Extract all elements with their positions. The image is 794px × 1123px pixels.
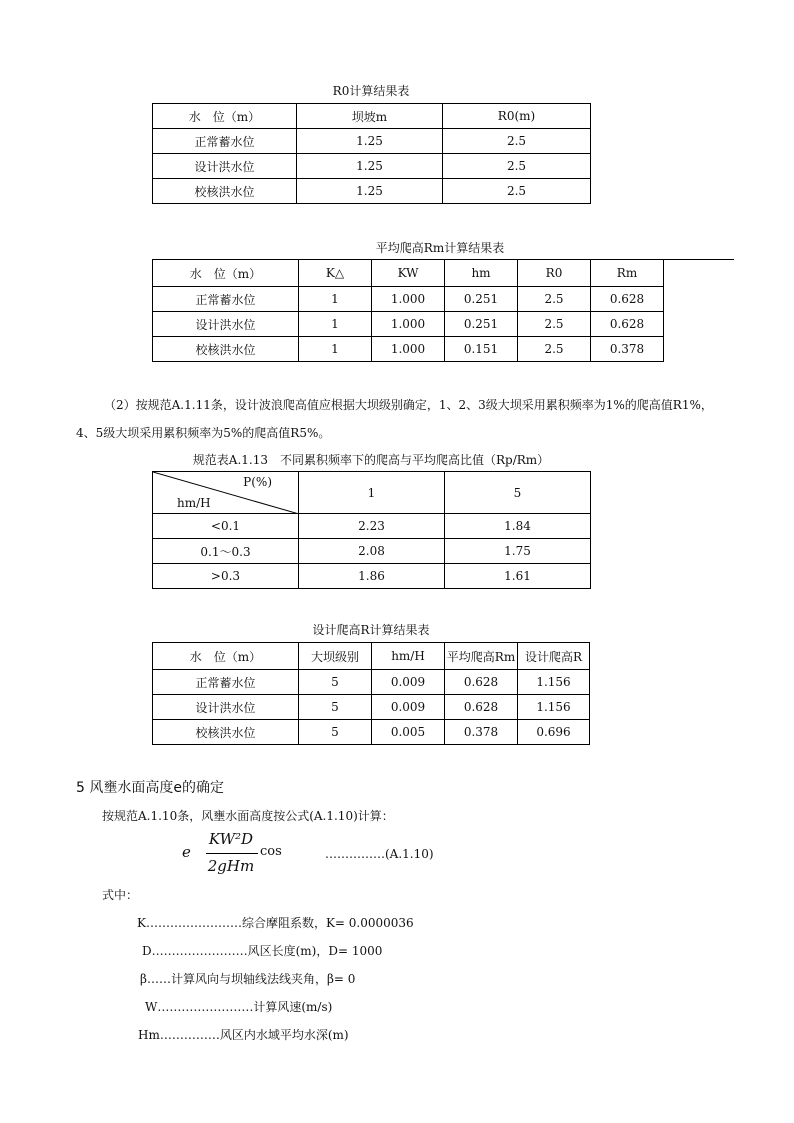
table-cell: 0.151 [445,337,518,362]
table-cell: 1.156 [518,695,590,720]
diagonal-line [153,472,299,514]
fraction-bar [206,853,258,854]
table-cell: 0.378 [591,337,664,362]
table2-header-cell: K△ [299,260,372,287]
table-cell: 0.628 [591,312,664,337]
table2-header-cell: Rm [591,260,664,287]
table-cell: 0.009 [372,695,445,720]
table-cell: 2.5 [518,287,591,312]
table-cell: 0.696 [518,720,590,745]
table3-header-cell: 5 [445,472,591,514]
table1-header-cell: 水 位（m） [153,104,297,129]
table-cell: 设计洪水位 [153,695,299,720]
table-cell: 0.009 [372,670,445,695]
table-cell: 1.000 [372,287,445,312]
table3-diagonal-header [153,472,299,514]
table2-header-cell: KW [372,260,445,287]
definition-w: W……………………计算风速(m/s) [145,1000,333,1014]
formula-reference: ……………(A.1.10) [325,847,434,861]
table-cell: 0.251 [445,312,518,337]
table-cell: 2.5 [443,179,591,204]
table-row [153,564,591,589]
diag-top-label: P(%) [243,475,272,489]
table1-header-cell: R0(m) [443,104,591,129]
table-cell: 1.25 [297,179,443,204]
table-cell: 0.251 [445,287,518,312]
table-cell: 2.23 [299,514,445,539]
table-cell: 1 [299,312,372,337]
table2-top-rule [662,259,734,260]
definition-k: K……………………综合摩阻系数，K= 0.0000036 [137,916,414,930]
table-cell: 1.156 [518,670,590,695]
table4-caption: 设计爬高R计算结果表 [312,623,430,637]
table-cell: 2.5 [443,154,591,179]
section5-heading: 5 风壅水面高度e的确定 [76,780,224,796]
table-row [153,287,664,312]
table1-caption: R0计算结果表 [332,84,410,98]
formula-numerator: KW²D [208,830,254,848]
table4-header-cell: 设计爬高R [518,643,590,670]
table-cell: 5 [299,695,372,720]
table-cell: 正常蓄水位 [153,129,297,154]
where-label: 式中： [102,888,139,902]
table-cell: 1 [299,337,372,362]
table-row [153,312,664,337]
table-cell: 1.86 [299,564,445,589]
table-cell: 0.378 [445,720,518,745]
table-cell: 1.84 [445,514,591,539]
spec-paragraph-line1: （2）按规范A.1.11条，设计波浪爬高值应根据大坝级别确定，1、2、3级大坝采用累积频率为1%的爬高值R1%， [104,398,713,412]
table-row [153,720,590,745]
table-cell: 2.08 [299,539,445,564]
table-cell: 1.75 [445,539,591,564]
table2 [152,259,664,362]
table-cell: 校核洪水位 [153,720,299,745]
table-row [153,670,590,695]
table-cell: 正常蓄水位 [153,287,299,312]
table3-header-cell: 1 [299,472,445,514]
table-cell: 1.25 [297,129,443,154]
table-cell: 校核洪水位 [153,179,297,204]
table-cell: 0.628 [591,287,664,312]
definition-hm: Hm……………风区内水域平均水深(m) [138,1028,349,1042]
table4-header-row [153,643,590,670]
table2-header-cell: R0 [518,260,591,287]
table-cell: 5 [299,720,372,745]
definition-d: D……………………风区长度(m)，D= 1000 [142,944,383,958]
table-row [153,514,591,539]
table-cell: 正常蓄水位 [153,670,299,695]
table2-header-cell: hm [445,260,518,287]
table4-header-cell: 大坝级别 [299,643,372,670]
table4-header-cell: 平均爬高Rm [445,643,518,670]
table-cell: 1.25 [297,154,443,179]
table-row [153,179,591,204]
table-cell: >0.3 [153,564,299,589]
table-cell: 0.1～0.3 [153,539,299,564]
table-row [153,539,591,564]
table-cell: 校核洪水位 [153,337,299,362]
table-row [153,154,591,179]
table-cell: 5 [299,670,372,695]
spec-paragraph-line2: 4、5级大坝采用累积频率为5%的爬高值R5%。 [76,426,331,440]
table4-header-cell: 水 位（m） [153,643,299,670]
table2-header-row [153,260,664,287]
table-cell: <0.1 [153,514,299,539]
diag-bottom-label: hm/H [177,496,211,510]
table3-caption: 规范表A.1.13 不同累积频率下的爬高与平均爬高比值（Rp/Rm） [192,453,550,467]
section5-intro: 按规范A.1.10条，风壅水面高度按公式(A.1.10)计算： [102,809,394,823]
table-row [153,695,590,720]
table-cell: 1.61 [445,564,591,589]
table-cell: 2.5 [443,129,591,154]
table3 [152,471,591,589]
table3-header-row [153,472,591,514]
table-cell: 1 [299,287,372,312]
table-cell: 1.000 [372,312,445,337]
table-row [153,129,591,154]
table4-header-cell: hm/H [372,643,445,670]
formula-trailing: cos [260,844,282,859]
table1 [152,103,591,204]
table-cell: 2.5 [518,312,591,337]
table1-header-row [153,104,591,129]
table-cell: 0.005 [372,720,445,745]
table1-header-cell: 坝坡m [297,104,443,129]
table-row [153,337,664,362]
formula-denominator: 2gHm [207,857,255,875]
table4 [152,642,590,745]
table-cell: 0.628 [445,695,518,720]
table-cell: 2.5 [518,337,591,362]
table-cell: 0.628 [445,670,518,695]
table2-caption: 平均爬高Rm计算结果表 [375,241,505,255]
table-cell: 设计洪水位 [153,312,299,337]
definition-beta: β……计算风向与坝轴线法线夹角，β= 0 [140,972,356,986]
table2-header-cell: 水 位（m） [153,260,299,287]
table-cell: 设计洪水位 [153,154,297,179]
formula-lhs: e [182,843,191,861]
table-cell: 1.000 [372,337,445,362]
